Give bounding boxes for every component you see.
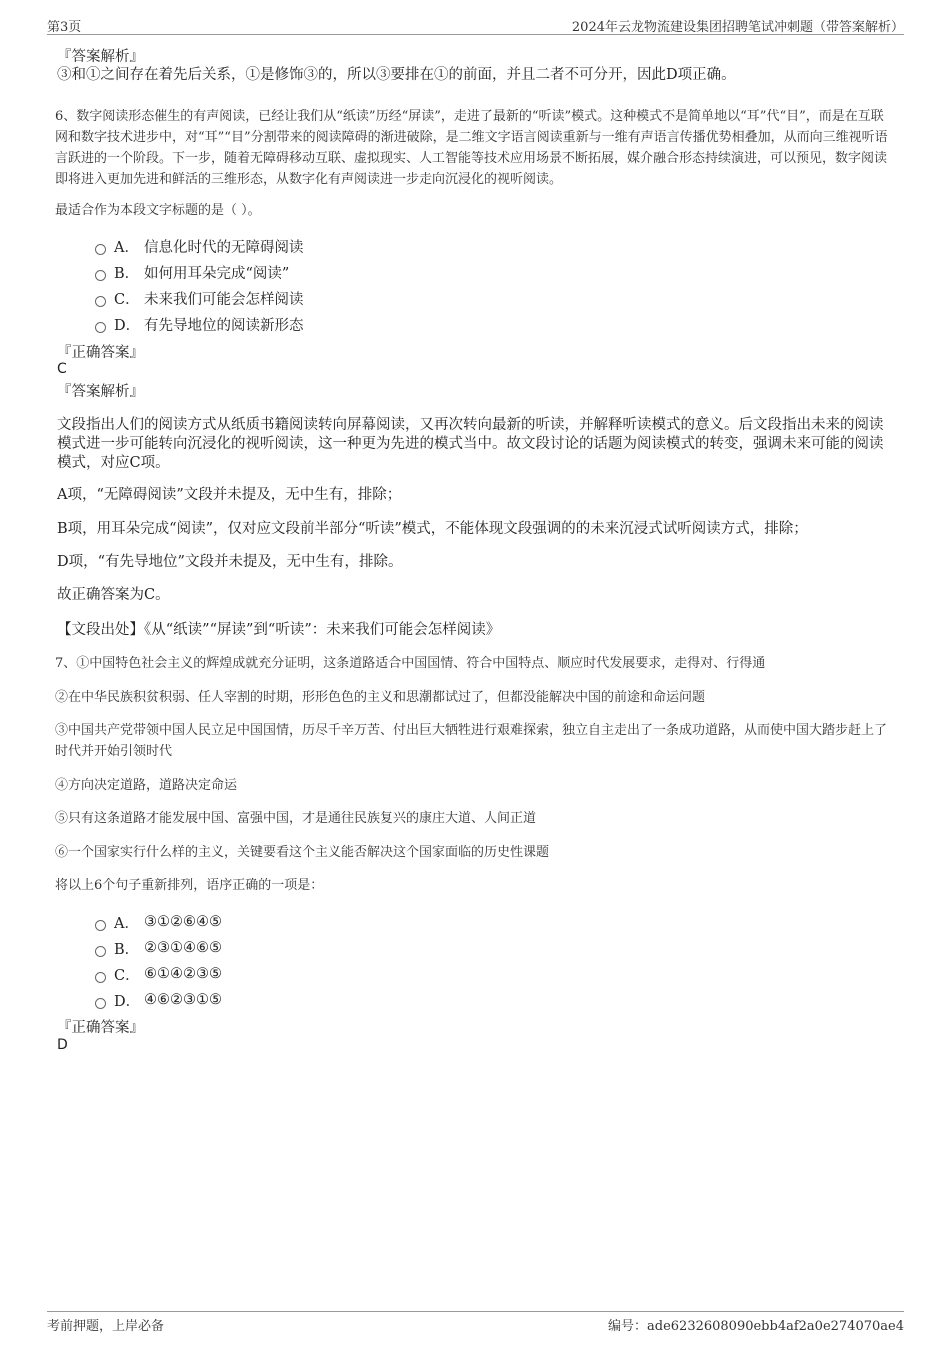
radio-icon[interactable] [95, 946, 106, 957]
option-text: 信息化时代的无障碍阅读 [144, 239, 304, 256]
radio-icon[interactable] [95, 972, 106, 983]
option-text: ④⑥②③①⑤ [144, 992, 222, 1008]
q6-analysis-a: A项，“无障碍阅读”文段并未提及，无中生有，排除； [57, 487, 402, 503]
q6-analysis-label: 『答案解析』 [57, 384, 144, 400]
q6-analysis-conclusion: 故正确答案为C。 [57, 587, 170, 603]
q7-sentence-3: ③中国共产党带领中国人民立足中国国情，历尽千辛万苦、付出巨大牺牲进行艰难探索，独立自主走出了一条成功道路，从而使中国大踏步赶上了时代并开始引领时代 [55, 723, 888, 759]
q6-analysis-b: B项，用耳朵完成“阅读”，仅对应文段前半部分“听读”模式，不能体现文段强调的的未来沉浸式试听阅读方式，排除； [57, 521, 808, 537]
option-letter: B． [114, 265, 140, 282]
q6-source: 【文段出处】《从“纸读”“屏读”到“听读”：未来我们可能会怎样阅读》 [57, 622, 501, 638]
radio-icon[interactable] [95, 244, 106, 255]
prev-analysis-text: ③和①之间存在着先后关系，①是修饰③的，所以③要排在①的前面，并且二者不可分开，因此D项正确。 [57, 67, 736, 83]
option-text: 有先导地位的阅读新形态 [144, 317, 304, 334]
q6-option-d[interactable] [95, 311, 304, 337]
q7-sentence-1: 7、①中国特色社会主义的辉煌成就充分证明，这条道路适合中国国情、符合中国特点、顺应时代发展要求，走得对、行得通 [55, 656, 766, 671]
q7-option-b[interactable] [95, 935, 222, 961]
q7-correct-label: 『正确答案』 [57, 1020, 144, 1036]
page-number: 第3页 [47, 20, 82, 35]
radio-icon[interactable] [95, 322, 106, 333]
q7-sentence-4: ④方向决定道路，道路决定命运 [55, 778, 238, 793]
radio-icon[interactable] [95, 998, 106, 1009]
page-header [47, 14, 904, 35]
q6-analysis-d: D项，“有先导地位”文段并未提及，无中生有，排除。 [57, 554, 403, 570]
q7-question: 将以上6个句子重新排列，语序正确的一项是： [55, 878, 324, 893]
q6-option-c[interactable] [95, 285, 304, 311]
q6-analysis-main: 文段指出人们的阅读方式从纸质书籍阅读转向屏幕阅读，又再次转向最新的听读，并解释听读模式的意义。后文段指出未来的阅读模式进一步可能转向沉浸化的视听阅读，这一种更为先进的模式当中。故文段讨论的话题为阅读模式的转变，强调未来可能的阅读模式，对应C项。 [57, 417, 884, 471]
option-text: ③①②⑥④⑤ [144, 914, 222, 930]
q6-stem: 6、数字阅读形态催生的有声阅读，已经让我们从“纸读”历经“屏读”，走进了最新的“听读”模式。这种模式不是简单地以“耳”代“目”，而是在互联网和数字技术进步中，对“耳”“目”分割带来的阅读障碍的渐进破除，是二维文字语言阅读重新与一维有声语言传播优势相叠加，从而向三维视听语言跃进的一个阶段。下一步，随着无障碍移动互联、虚拟现实、人工智能等技术应用场景不断拓展，媒介融合形态持续演进，可以预见，数字阅读即将进入更加先进和鲜活的三维形态，从数字化有声阅读进一步走向沉浸化的视听阅读。 [55, 109, 888, 187]
q6-question: 最适合作为本段文字标题的是（ ）。 [55, 203, 261, 218]
footer-slogan: 考前押题，上岸必备 [47, 1319, 165, 1334]
document-code: 编号：ade6232608090ebb4af2a0e274070ae4 [608, 1319, 904, 1334]
option-letter: D． [114, 317, 141, 334]
option-text: 未来我们可能会怎样阅读 [144, 291, 304, 308]
q7-options [95, 909, 222, 1013]
radio-icon[interactable] [95, 920, 106, 931]
option-text: 如何用耳朵完成“阅读” [144, 265, 290, 282]
q7-option-a[interactable] [95, 909, 222, 935]
q7-sentence-5: ⑤只有这条道路才能发展中国、富强中国，才是通往民族复兴的康庄大道、人间正道 [55, 811, 537, 826]
option-text: ⑥①④②③⑤ [144, 966, 222, 982]
q6-options [95, 233, 304, 337]
option-letter: D． [114, 993, 141, 1010]
option-text: ②③①④⑥⑤ [144, 940, 222, 956]
option-letter: C． [114, 291, 140, 308]
prev-analysis-label: 『答案解析』 [57, 49, 144, 65]
q7-sentence-2: ②在中华民族积贫积弱、任人宰割的时期，形形色色的主义和思潮都试过了，但都没能解决中国的前途和命运问题 [55, 690, 706, 705]
q6-option-a[interactable] [95, 233, 304, 259]
document-title: 2024年云龙物流建设集团招聘笔试冲刺题（带答案解析） [571, 20, 904, 35]
page-footer [47, 1311, 904, 1336]
option-letter: C． [114, 967, 140, 984]
q7-option-c[interactable] [95, 961, 222, 987]
q6-correct-label: 『正确答案』 [57, 345, 144, 361]
prev-analysis-block [57, 48, 736, 84]
q7-option-d[interactable] [95, 987, 222, 1013]
q7-sentence-6: ⑥一个国家实行什么样的主义，关键要看这个主义能否解决这个国家面临的历史性课题 [55, 845, 550, 860]
q6-option-b[interactable] [95, 259, 304, 285]
radio-icon[interactable] [95, 270, 106, 281]
q6-correct-answer: C [57, 361, 67, 377]
q7-correct-answer: D [57, 1037, 68, 1053]
option-letter: A． [114, 915, 139, 932]
option-letter: B． [114, 941, 140, 958]
radio-icon[interactable] [95, 296, 106, 307]
option-letter: A． [114, 239, 139, 256]
